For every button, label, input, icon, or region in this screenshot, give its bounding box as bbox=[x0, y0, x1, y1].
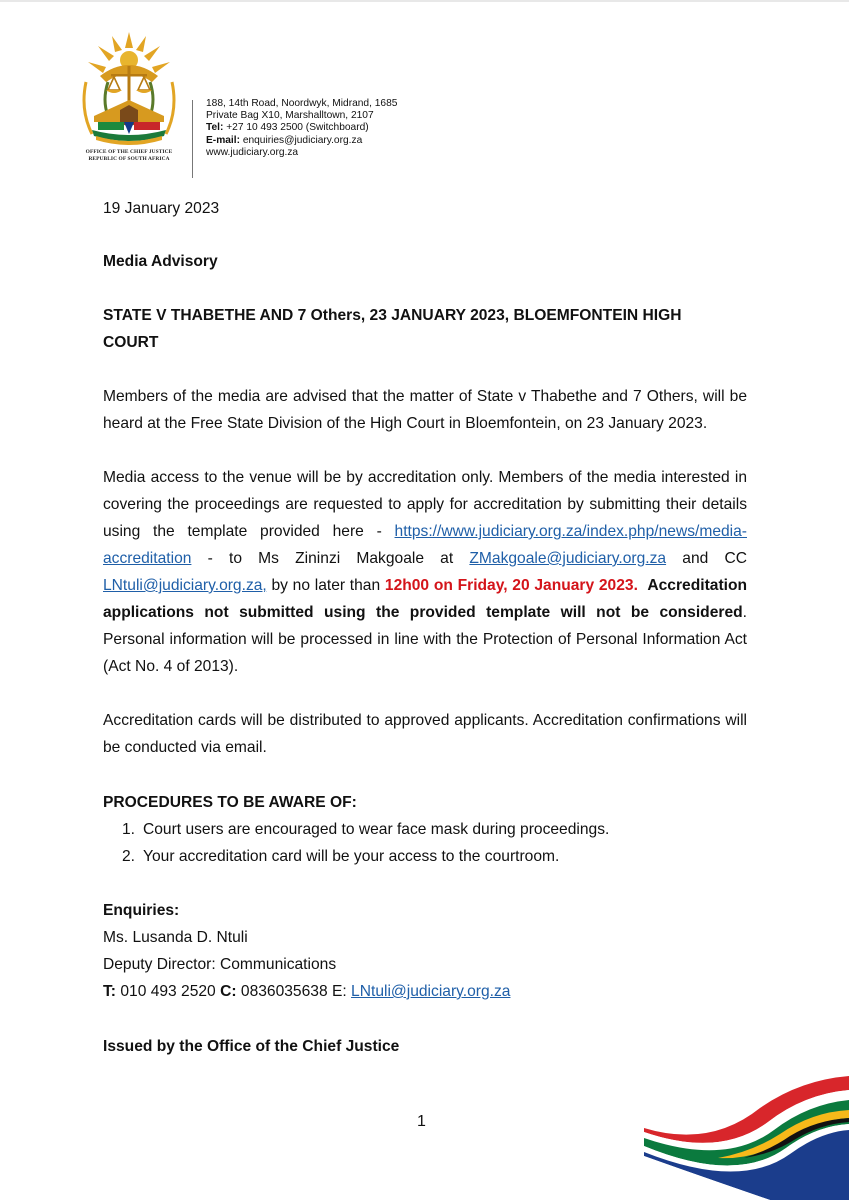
letterhead-address bbox=[206, 98, 397, 159]
accreditation-paragraph: Media access to the venue will be by accreditation only. Members of the media interested in covering the proceedings are requested to apply for accreditation by submitting their details using the template provided here - https://www.judiciary.org.za/index.php/news/media- accreditation - to Ms Zininzi Makgoale at ZMakgoale@judiciary.org.za and CC LNtuli@judiciary.org.za, by no later than 12h00 on Friday, 20 January 2023. Accreditation applications not submitted using the provided template will not be considered. Personal information will be processed in line with the Protection of Personal Information Act (Act No. 4 of 2013). bbox=[103, 469, 748, 675]
procedures-heading: PROCEDURES TO BE AWARE OF: bbox=[103, 794, 357, 811]
deadline-text: 12h00 on Friday, 20 January 2023. bbox=[384, 577, 638, 594]
list-item: 2. Your accreditation card will be your access to the courtroom. bbox=[122, 848, 560, 865]
intro-paragraph: Members of the media are advised that the matter of State v Thabethe and 7 Others, will be heard at the Free State Division of the High Court in Bloemfontein, on 23 January 2023. bbox=[103, 388, 747, 432]
enquiries-heading: Enquiries: bbox=[103, 902, 180, 919]
crest-caption: OFFICE OF THE CHIEF JUSTICE bbox=[85, 149, 173, 155]
page-number: 1 bbox=[417, 1113, 426, 1130]
makgoale-email-link[interactable]: ZMakgoale@judiciary.org.za bbox=[469, 550, 667, 567]
phone-line: Tel: +27 10 493 2500 (Switchboard) bbox=[206, 122, 369, 134]
crest-caption-country: REPUBLIC OF SOUTH AFRICA bbox=[88, 156, 170, 162]
coat-of-arms-icon bbox=[78, 30, 180, 156]
accreditation-template-link[interactable]: https://www.judiciary.org.za/index.php/news/media- bbox=[394, 523, 747, 540]
issued-by: Issued by the Office of the Chief Justice bbox=[103, 1038, 400, 1055]
template-warning: applications not submitted using the provided template will not be considered bbox=[103, 604, 743, 621]
ntuli-email-link[interactable]: LNtuli@judiciary.org.za, bbox=[103, 577, 267, 594]
address-line: 188, 14th Road, Noordwyk, Midrand, 1685 bbox=[206, 98, 398, 109]
address-line: Private Bag X10, Marshalltown, 2107 bbox=[206, 110, 374, 122]
cards-paragraph: Accreditation cards will be distributed to approved applicants. Accreditation confirmations will be conducted via email. bbox=[103, 712, 747, 756]
list-item: 1. Court users are encouraged to wear face mask during proceedings. bbox=[122, 821, 610, 838]
email-line: E-mail: enquiries@judiciary.org.za bbox=[206, 134, 363, 146]
top-border bbox=[0, 0, 849, 2]
contact-role: Deputy Director: Communications bbox=[103, 956, 337, 973]
website-line: www.judiciary.org.za bbox=[206, 146, 299, 158]
accreditation-template-link-cont[interactable]: accreditation bbox=[103, 550, 192, 567]
headline: STATE V THABETHE AND 7 Others, 23 JANUARY 2023, BLOEMFONTEIN HIGH COURT bbox=[103, 307, 682, 351]
document-date: 19 January 2023 bbox=[103, 200, 220, 217]
letterhead-divider bbox=[192, 100, 193, 178]
contact-name: Ms. Lusanda D. Ntuli bbox=[103, 929, 248, 946]
contact-email-link[interactable]: LNtuli@judiciary.org.za bbox=[351, 983, 511, 1000]
contact-details: T: 010 493 2520 C: 0836035638 E: LNtuli@judiciary.org.za bbox=[103, 983, 511, 1000]
flag-wave-icon bbox=[640, 1072, 849, 1200]
document-type: Media Advisory bbox=[103, 253, 218, 270]
